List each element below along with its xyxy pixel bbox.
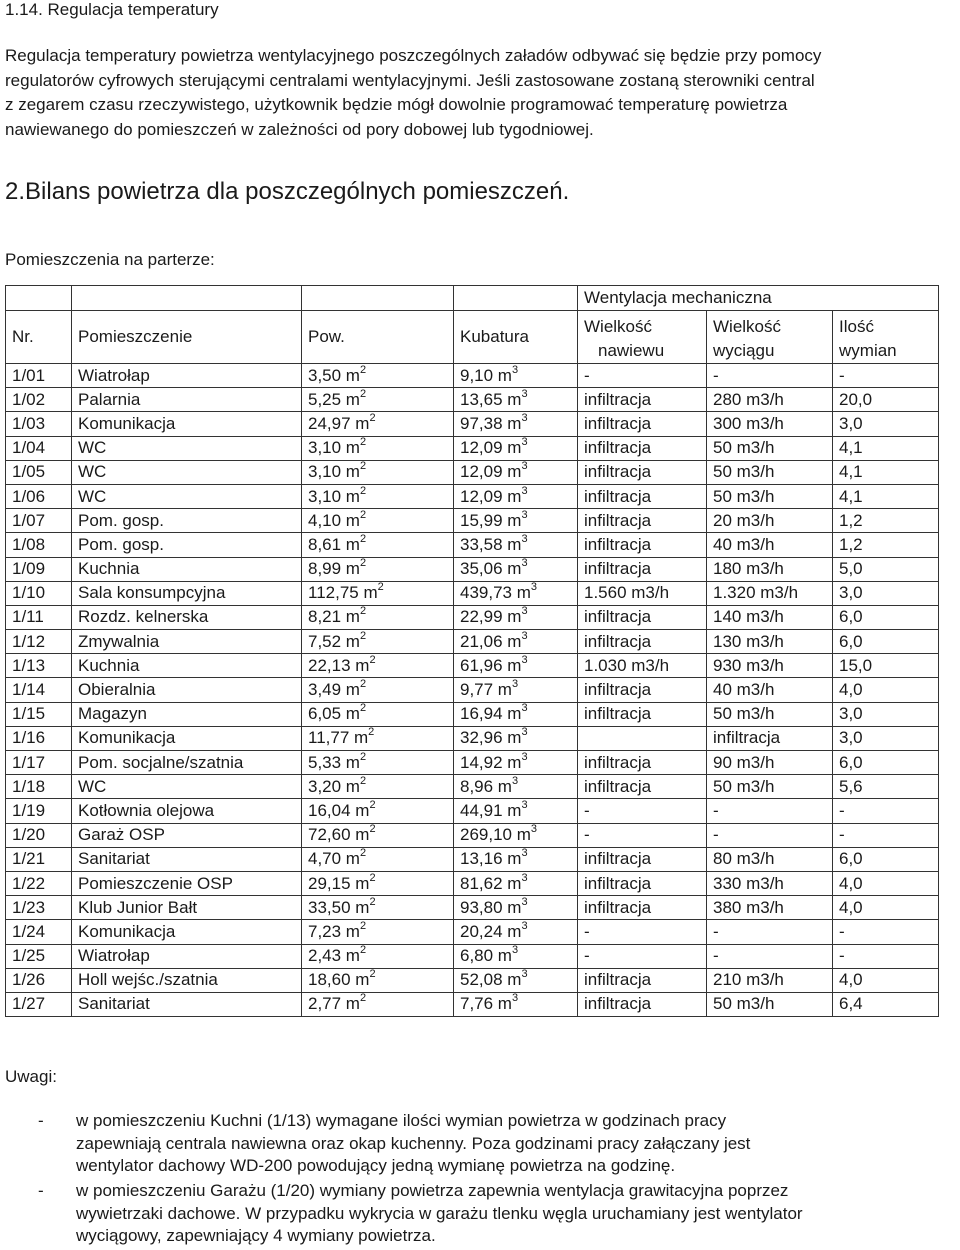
cell-room: WC <box>72 484 302 508</box>
cell-volume: 6,80 $m^3$ <box>454 944 578 968</box>
cell-changes: 1,2 <box>833 509 939 533</box>
table-row <box>6 920 939 944</box>
unit-exponent-2: 2 <box>359 532 367 545</box>
unit-exponent-3: 3 <box>521 387 528 400</box>
table-row <box>6 412 939 436</box>
cell-volume: 81,62 $m^3$ <box>454 871 578 895</box>
cell-nr: 1/10 <box>6 581 72 605</box>
unit-exponent-3: 3 <box>511 363 519 376</box>
col-header-area: Pow. <box>302 311 454 364</box>
unit-exponent-3: 3 <box>521 484 528 497</box>
cell-volume: 32,96 $m^3$ <box>454 726 578 750</box>
unit-exponent-3: 3 <box>511 992 519 1005</box>
cell-changes: 4,0 <box>833 968 939 992</box>
cell-nr: 1/07 <box>6 509 72 533</box>
cell-changes: 3,0 <box>833 581 939 605</box>
unit-exponent-2: 2 <box>359 557 367 570</box>
cell-nr: 1/18 <box>6 775 72 799</box>
cell-exhaust: 210 m3/h <box>707 968 833 992</box>
table-row <box>6 847 939 871</box>
notes-heading: Uwagi: <box>5 1067 57 1086</box>
note-item <box>0 1180 960 1250</box>
cell-supply: 1.030 m3/h <box>578 654 707 678</box>
cell-area: 22,13 $m^2$ <box>302 654 454 678</box>
section-heading: 1.14. Regulacja temperatury <box>5 0 219 19</box>
cell-exhaust: 40 m3/h <box>707 533 833 557</box>
cell-exhaust: 90 m3/h <box>707 751 833 775</box>
cell-nr: 1/11 <box>6 605 72 629</box>
cell-nr: 1/14 <box>6 678 72 702</box>
cell-room: Kuchnia <box>72 557 302 581</box>
cell-volume: 8,96 $m^3$ <box>454 775 578 799</box>
unit-exponent-2: 2 <box>377 581 384 594</box>
cell-area: 7,52 $m^2$ <box>302 630 454 654</box>
cell-changes: 1,2 <box>833 533 939 557</box>
cell-exhaust: 180 m3/h <box>707 557 833 581</box>
cell-nr: 1/21 <box>6 847 72 871</box>
unit-exponent-2: 2 <box>369 968 376 981</box>
cell-supply: infiltracja <box>578 847 707 871</box>
cell-supply: infiltracja <box>578 871 707 895</box>
unit-exponent-3: 3 <box>521 436 528 449</box>
cell-volume: 33,58 $m^3$ <box>454 533 578 557</box>
cell-nr: 1/19 <box>6 799 72 823</box>
unit-exponent-3: 3 <box>521 605 528 618</box>
unit-exponent-3: 3 <box>530 823 538 836</box>
cell-room: Wiatrołap <box>72 364 302 388</box>
table-header-row <box>6 311 939 364</box>
cell-volume: 269,10 $m^3$ <box>454 823 578 847</box>
cell-exhaust: 50 m3/h <box>707 702 833 726</box>
unit-exponent-3: 3 <box>530 581 538 594</box>
cell-volume: 7,76 $m^3$ <box>454 992 578 1016</box>
cell-room: WC <box>72 775 302 799</box>
cell-room: Rozdz. kelnerska <box>72 605 302 629</box>
cell-room: Kotłownia olejowa <box>72 799 302 823</box>
cell-area: 8,21 $m^2$ <box>302 605 454 629</box>
cell-volume: 12,09 $m^3$ <box>454 460 578 484</box>
unit-exponent-2: 2 <box>359 363 367 376</box>
unit-exponent-2: 2 <box>359 678 367 691</box>
cell-area: 24,97 $m^2$ <box>302 412 454 436</box>
cell-volume: 13,65 $m^3$ <box>454 388 578 412</box>
unit-exponent-2: 2 <box>359 750 367 763</box>
cell-supply: infiltracja <box>578 968 707 992</box>
unit-exponent-3: 3 <box>521 919 528 932</box>
cell-supply: - <box>578 364 707 388</box>
note-dash: - <box>38 1111 44 1130</box>
cell-nr: 1/17 <box>6 751 72 775</box>
note-item <box>0 1110 960 1180</box>
table-row <box>6 484 939 508</box>
cell-exhaust: 130 m3/h <box>707 630 833 654</box>
cell-supply <box>578 726 707 750</box>
unit-exponent-3: 3 <box>521 653 528 666</box>
cell-supply: infiltracja <box>578 630 707 654</box>
col-header-nr: Nr. <box>6 311 72 364</box>
note-text: w pomieszczeniu Garażu (1/20) wymiany powietrza zapewnia wentylacja grawitacyjna poprzez wywietrzaki dachowe. W przypadku wykrycia w garażu tlenku węgla uruchamiany jest wentylator wyciągowy, zapewniający 4 wymiany powietrza. <box>76 1181 803 1245</box>
unit-exponent-3: 3 <box>511 944 519 957</box>
unit-exponent-2: 2 <box>369 411 376 424</box>
cell-exhaust: 300 m3/h <box>707 412 833 436</box>
cell-changes: - <box>833 944 939 968</box>
cell-volume: 22,99 $m^3$ <box>454 605 578 629</box>
cell-volume: 13,16 $m^3$ <box>454 847 578 871</box>
unit-exponent-3: 3 <box>521 508 528 521</box>
cell-area: 8,99 $m^2$ <box>302 557 454 581</box>
cell-area: 3,50 $m^2$ <box>302 364 454 388</box>
cell-exhaust: 330 m3/h <box>707 871 833 895</box>
unit-exponent-2: 2 <box>359 702 367 715</box>
cell-supply: infiltracja <box>578 896 707 920</box>
cell-nr: 1/23 <box>6 896 72 920</box>
cell-supply: infiltracja <box>578 412 707 436</box>
cell-area: 4,10 $m^2$ <box>302 509 454 533</box>
cell-area: 3,10 $m^2$ <box>302 460 454 484</box>
table-row <box>6 436 939 460</box>
cell-room: Kuchnia <box>72 654 302 678</box>
cell-nr: 1/25 <box>6 944 72 968</box>
cell-room: Komunikacja <box>72 920 302 944</box>
cell-exhaust: 930 m3/h <box>707 654 833 678</box>
cell-changes: - <box>833 799 939 823</box>
cell-changes: - <box>833 364 939 388</box>
cell-volume: 15,99 $m^3$ <box>454 509 578 533</box>
paragraph-line: regulatorów cyfrowych sterującymi centralami wentylacyjnymi. Jeśli zastosowane zostaną sterowniki central <box>5 70 815 90</box>
cell-supply: infiltracja <box>578 557 707 581</box>
table-row <box>6 557 939 581</box>
unit-exponent-2: 2 <box>369 798 376 811</box>
cell-exhaust: 80 m3/h <box>707 847 833 871</box>
cell-nr: 1/16 <box>6 726 72 750</box>
unit-exponent-3: 3 <box>521 702 528 715</box>
cell-area: 112,75 $m^2$ <box>302 581 454 605</box>
cell-supply: infiltracja <box>578 460 707 484</box>
cell-supply: - <box>578 944 707 968</box>
cell-nr: 1/20 <box>6 823 72 847</box>
cell-area: 11,77 $m^2$ <box>302 726 454 750</box>
cell-supply: infiltracja <box>578 992 707 1016</box>
cell-room: Pomieszczenie OSP <box>72 871 302 895</box>
unit-exponent-2: 2 <box>359 508 367 521</box>
table-row <box>6 509 939 533</box>
cell-changes: 5,6 <box>833 775 939 799</box>
regulation-paragraph <box>5 44 960 142</box>
cell-exhaust: 1.320 m3/h <box>707 581 833 605</box>
cell-area: 2,43 $m^2$ <box>302 944 454 968</box>
note-dash: - <box>38 1181 44 1200</box>
cell-volume: 21,06 $m^3$ <box>454 630 578 654</box>
paragraph-line: Regulacja temperatury powietrza wentylacyjnego poszczególnych załadów odbywać się będzie przy pomocy <box>5 46 822 65</box>
cell-room: Komunikacja <box>72 412 302 436</box>
cell-changes: - <box>833 920 939 944</box>
cell-room: Komunikacja <box>72 726 302 750</box>
cell-nr: 1/24 <box>6 920 72 944</box>
cell-volume: 14,92 $m^3$ <box>454 751 578 775</box>
unit-exponent-2: 2 <box>359 484 367 497</box>
cell-changes: 6,0 <box>833 630 939 654</box>
cell-room: Pom. socjalne/szatnia <box>72 751 302 775</box>
cell-exhaust: 20 m3/h <box>707 509 833 533</box>
cell-area: 33,50 $m^2$ <box>302 896 454 920</box>
cell-exhaust: 50 m3/h <box>707 460 833 484</box>
cell-nr: 1/27 <box>6 992 72 1016</box>
table-row <box>6 823 939 847</box>
cell-area: 18,60 $m^2$ <box>302 968 454 992</box>
floor-subtitle: Pomieszczenia na parterze: <box>5 250 215 269</box>
cell-volume: 52,08 $m^3$ <box>454 968 578 992</box>
cell-area: 72,60 $m^2$ <box>302 823 454 847</box>
table-row <box>6 751 939 775</box>
cell-changes: 6,4 <box>833 992 939 1016</box>
unit-exponent-3: 3 <box>521 750 528 763</box>
cell-area: 2,77 $m^2$ <box>302 992 454 1016</box>
cell-nr: 1/05 <box>6 460 72 484</box>
cell-changes: 3,0 <box>833 726 939 750</box>
cell-exhaust: - <box>707 364 833 388</box>
table-group-header-row <box>6 286 939 311</box>
cell-exhaust: 40 m3/h <box>707 678 833 702</box>
cell-area: 3,10 $m^2$ <box>302 436 454 460</box>
cell-nr: 1/22 <box>6 871 72 895</box>
cell-changes: 15,0 <box>833 654 939 678</box>
cell-changes: 6,0 <box>833 847 939 871</box>
cell-room: Sala konsumpcyjna <box>72 581 302 605</box>
table-row <box>6 605 939 629</box>
cell-room: Sanitariat <box>72 992 302 1016</box>
table-row <box>6 630 939 654</box>
unit-exponent-3: 3 <box>521 895 528 908</box>
cell-area: 3,20 $m^2$ <box>302 775 454 799</box>
group-header-mechanical: Wentylacja mechaniczna <box>578 286 939 311</box>
cell-nr: 1/26 <box>6 968 72 992</box>
table-row <box>6 775 939 799</box>
note-text: w pomieszczeniu Kuchni (1/13) wymagane ilości wymian powietrza w godzinach pracy zapewniają centrala nawiewna oraz okap kuchenny. Poza godzinami pracy załączany jest wentylator dachowy WD-200 powodujący jedną wymianę powietrza na godzinę. <box>76 1111 751 1175</box>
cell-supply: infiltracja <box>578 436 707 460</box>
unit-exponent-2: 2 <box>359 387 367 400</box>
cell-changes: 4,1 <box>833 484 939 508</box>
unit-exponent-3: 3 <box>521 798 528 811</box>
unit-exponent-2: 2 <box>359 436 367 449</box>
table-row <box>6 460 939 484</box>
cell-supply: infiltracja <box>578 484 707 508</box>
paragraph-line: z zegarem czasu rzeczywistego, użytkownik będzie mógł dowolnie programować temperaturę powietrza <box>5 95 788 114</box>
cell-exhaust: infiltracja <box>707 726 833 750</box>
unit-exponent-2: 2 <box>369 653 376 666</box>
col-header-volume: Kubatura <box>454 311 578 364</box>
cell-volume: 93,80 $m^3$ <box>454 896 578 920</box>
cell-exhaust: 50 m3/h <box>707 484 833 508</box>
cell-nr: 1/06 <box>6 484 72 508</box>
cell-area: 8,61 $m^2$ <box>302 533 454 557</box>
cell-volume: 9,10 $m^3$ <box>454 364 578 388</box>
cell-area: 16,04 $m^2$ <box>302 799 454 823</box>
unit-exponent-3: 3 <box>521 629 528 642</box>
unit-exponent-3: 3 <box>521 460 528 473</box>
unit-exponent-3: 3 <box>521 411 528 424</box>
cell-changes: 4,0 <box>833 678 939 702</box>
cell-room: Magazyn <box>72 702 302 726</box>
col-header-changes: Ilość wymian <box>833 311 939 364</box>
cell-room: WC <box>72 460 302 484</box>
cell-area: 4,70 $m^2$ <box>302 847 454 871</box>
table-row <box>6 968 939 992</box>
cell-volume: 61,96 $m^3$ <box>454 654 578 678</box>
unit-exponent-2: 2 <box>359 605 367 618</box>
cell-changes: 5,0 <box>833 557 939 581</box>
unit-exponent-3: 3 <box>511 678 519 691</box>
table-row <box>6 678 939 702</box>
cell-room: Zmywalnia <box>72 630 302 654</box>
cell-supply: - <box>578 920 707 944</box>
cell-supply: infiltracja <box>578 388 707 412</box>
cell-exhaust: 50 m3/h <box>707 775 833 799</box>
cell-exhaust: - <box>707 920 833 944</box>
unit-exponent-3: 3 <box>521 557 528 570</box>
cell-exhaust: 280 m3/h <box>707 388 833 412</box>
col-header-supply: Wielkość nawiewu <box>578 311 707 364</box>
cell-changes: 6,0 <box>833 605 939 629</box>
cell-area: 5,25 $m^2$ <box>302 388 454 412</box>
table-row <box>6 702 939 726</box>
unit-exponent-2: 2 <box>359 774 367 787</box>
cell-volume: 35,06 $m^3$ <box>454 557 578 581</box>
col-header-room: Pomieszczenie <box>72 311 302 364</box>
cell-changes: 4,1 <box>833 436 939 460</box>
cell-nr: 1/15 <box>6 702 72 726</box>
cell-exhaust: 380 m3/h <box>707 896 833 920</box>
cell-room: Wiatrołap <box>72 944 302 968</box>
unit-exponent-2: 2 <box>359 460 367 473</box>
cell-room: Holl wejśc./szatnia <box>72 968 302 992</box>
cell-volume: 439,73 $m^3$ <box>454 581 578 605</box>
cell-changes: 4,1 <box>833 460 939 484</box>
unit-exponent-2: 2 <box>359 629 367 642</box>
cell-volume: 16,94 $m^3$ <box>454 702 578 726</box>
cell-supply: infiltracja <box>578 678 707 702</box>
cell-nr: 1/12 <box>6 630 72 654</box>
cell-area: 7,23 $m^2$ <box>302 920 454 944</box>
unit-exponent-2: 2 <box>369 823 376 836</box>
cell-area: 3,10 $m^2$ <box>302 484 454 508</box>
unit-exponent-3: 3 <box>511 774 519 787</box>
cell-supply: - <box>578 799 707 823</box>
cell-volume: 20,24 $m^3$ <box>454 920 578 944</box>
unit-exponent-3: 3 <box>521 871 528 884</box>
cell-room: Sanitariat <box>72 847 302 871</box>
table-row <box>6 654 939 678</box>
table-row <box>6 896 939 920</box>
cell-volume: 12,09 $m^3$ <box>454 484 578 508</box>
cell-nr: 1/02 <box>6 388 72 412</box>
cell-supply: - <box>578 823 707 847</box>
cell-supply: infiltracja <box>578 533 707 557</box>
cell-exhaust: 50 m3/h <box>707 436 833 460</box>
cell-changes: 3,0 <box>833 412 939 436</box>
cell-nr: 1/08 <box>6 533 72 557</box>
unit-exponent-2: 2 <box>359 847 367 860</box>
cell-changes: 3,0 <box>833 702 939 726</box>
cell-area: 6,05 $m^2$ <box>302 702 454 726</box>
cell-changes: 4,0 <box>833 896 939 920</box>
cell-exhaust: - <box>707 823 833 847</box>
cell-supply: infiltracja <box>578 702 707 726</box>
unit-exponent-2: 2 <box>368 726 375 739</box>
cell-exhaust: - <box>707 799 833 823</box>
unit-exponent-3: 3 <box>521 726 528 739</box>
cell-exhaust: 140 m3/h <box>707 605 833 629</box>
cell-room: Pom. gosp. <box>72 509 302 533</box>
unit-exponent-3: 3 <box>521 532 528 545</box>
cell-volume: 9,77 $m^3$ <box>454 678 578 702</box>
paragraph-line: nawiewanego do pomieszczeń w zależności od pory dobowej lub tygodniowej. <box>5 119 594 139</box>
cell-changes: 20,0 <box>833 388 939 412</box>
unit-exponent-2: 2 <box>359 992 367 1005</box>
cell-room: Pom. gosp. <box>72 533 302 557</box>
cell-area: 5,33 $m^2$ <box>302 751 454 775</box>
page-title: 2.Bilans powietrza dla poszczególnych pomieszczeń. <box>5 178 570 205</box>
unit-exponent-2: 2 <box>359 944 367 957</box>
unit-exponent-2: 2 <box>369 871 376 884</box>
table-row <box>6 799 939 823</box>
cell-nr: 1/13 <box>6 654 72 678</box>
unit-exponent-3: 3 <box>521 968 528 981</box>
cell-volume: 12,09 $m^3$ <box>454 436 578 460</box>
table-row <box>6 364 939 388</box>
cell-changes: - <box>833 823 939 847</box>
unit-exponent-2: 2 <box>369 895 376 908</box>
cell-nr: 1/01 <box>6 364 72 388</box>
unit-exponent-2: 2 <box>359 919 367 932</box>
table-row <box>6 533 939 557</box>
air-balance-table <box>5 285 939 1017</box>
cell-room: Klub Junior Bałt <box>72 896 302 920</box>
table-row <box>6 581 939 605</box>
cell-area: 3,49 $m^2$ <box>302 678 454 702</box>
cell-room: Obieralnia <box>72 678 302 702</box>
cell-supply: infiltracja <box>578 751 707 775</box>
table-row <box>6 992 939 1016</box>
table-row <box>6 871 939 895</box>
cell-room: Garaż OSP <box>72 823 302 847</box>
cell-supply: infiltracja <box>578 775 707 799</box>
table-row <box>6 726 939 750</box>
cell-nr: 1/04 <box>6 436 72 460</box>
cell-supply: infiltracja <box>578 509 707 533</box>
cell-room: Palarnia <box>72 388 302 412</box>
cell-volume: 97,38 $m^3$ <box>454 412 578 436</box>
cell-exhaust: - <box>707 944 833 968</box>
cell-volume: 44,91 $m^3$ <box>454 799 578 823</box>
cell-room: WC <box>72 436 302 460</box>
cell-changes: 4,0 <box>833 871 939 895</box>
col-header-exhaust: Wielkość wyciągu <box>707 311 833 364</box>
cell-exhaust: 50 m3/h <box>707 992 833 1016</box>
cell-nr: 1/03 <box>6 412 72 436</box>
unit-exponent-3: 3 <box>521 847 528 860</box>
cell-nr: 1/09 <box>6 557 72 581</box>
cell-changes: 6,0 <box>833 751 939 775</box>
table-row <box>6 944 939 968</box>
table-row <box>6 388 939 412</box>
cell-supply: 1.560 m3/h <box>578 581 707 605</box>
cell-area: 29,15 $m^2$ <box>302 871 454 895</box>
cell-supply: infiltracja <box>578 605 707 629</box>
